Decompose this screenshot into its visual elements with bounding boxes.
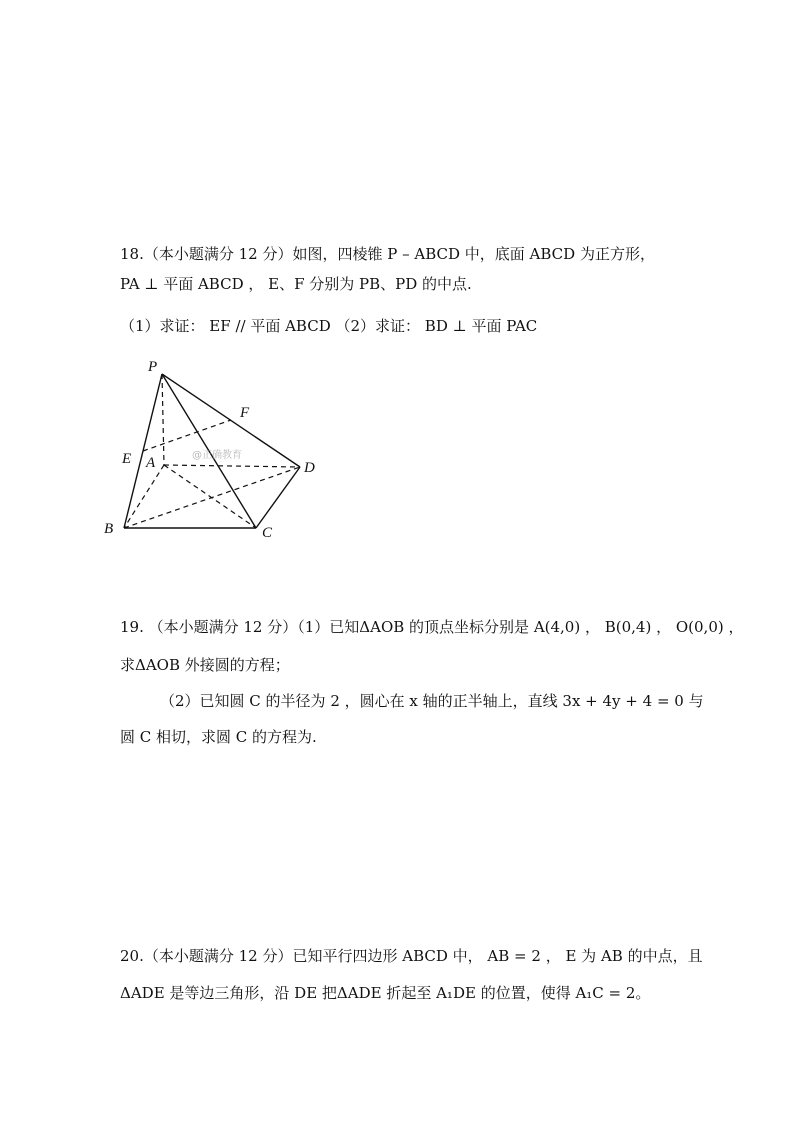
label-D: D — [304, 460, 315, 476]
edge-PA — [162, 374, 164, 465]
q20-line-1: 20.（本小题满分 12 分）已知平行四边形 ABCD 中， AB = 2 ， E 为 AB 的中点，且 — [120, 947, 703, 965]
q19-line-4: 圆 C 相切，求圆 C 的方程为. — [120, 728, 317, 746]
q19-line-2: 求ΔAOB 外接圆的方程； — [120, 656, 290, 674]
segment-EF — [143, 420, 231, 451]
diag-BD — [124, 467, 300, 528]
watermark: @正确教育 — [192, 450, 242, 461]
q19-line-3: （2）已知圆 C 的半径为 2 ，圆心在 x 轴的正半轴上，直线 3x + 4y + 4 = 0 与 — [160, 692, 704, 710]
edge-AB — [124, 465, 164, 528]
pyramid-figure — [100, 355, 340, 545]
q20-line-2: ΔADE 是等边三角形，沿 DE 把ΔADE 折起至 A₁DE 的位置，使得 A₁C = 2。 — [120, 984, 651, 1002]
label-E: E — [122, 451, 132, 467]
label-P: P — [148, 359, 158, 375]
label-C: C — [262, 525, 273, 541]
label-F: F — [240, 405, 250, 421]
q18-line-1: 18.（本小题满分 12 分）如图，四棱锥 P – ABCD 中，底面 ABCD 为正方形， — [120, 245, 655, 263]
edge-CD — [256, 467, 300, 528]
label-A: A — [146, 455, 156, 471]
q18-line-2: PA ⊥ 平面 ABCD ， E、F 分别为 PB、PD 的中点. — [120, 275, 472, 293]
q19-line-1: 19. （本小题满分 12 分）（1）已知ΔAOB 的顶点坐标分别是 A(4,0) ， B(0,4) ， O(0,0) ， — [120, 618, 744, 636]
q18-line-3: （1）求证： EF // 平面 ABCD （2）求证： BD ⊥ 平面 PAC — [120, 317, 538, 335]
label-B: B — [104, 521, 114, 537]
diag-AC — [164, 465, 256, 528]
edge-AD — [164, 465, 300, 467]
